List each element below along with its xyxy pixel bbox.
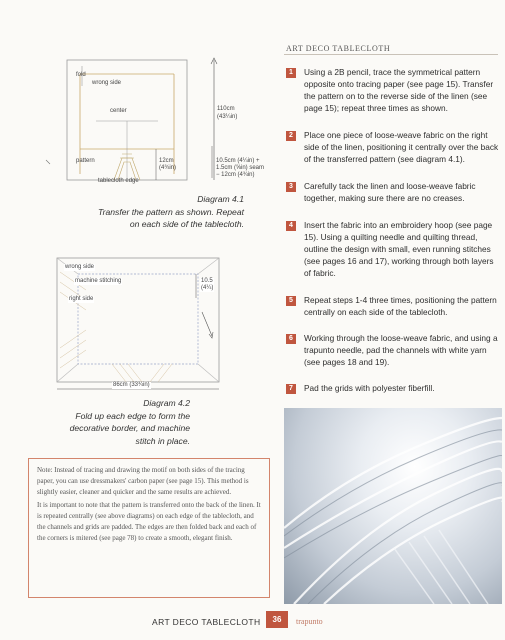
step-6 xyxy=(286,332,500,368)
caption-line: Transfer the pattern as shown. Repeat xyxy=(97,206,244,217)
caption-line: stitch in place. xyxy=(135,435,190,446)
edge-tick xyxy=(46,160,50,164)
step-number-badge: 1 xyxy=(286,68,296,78)
caption-line: Fold up each edge to form the xyxy=(75,410,190,421)
note-paragraph: Note: Instead of tracing and drawing the motif on both sides of the tracing paper, you can use dressmakers' carbon paper (see page 15). This method is slightly easier, cleaner and quicker and the same results are achieved. xyxy=(37,466,249,496)
label-center: center xyxy=(110,108,127,114)
outer-square xyxy=(57,258,219,382)
quilted-fabric-photo xyxy=(284,408,502,604)
note-paragraph: It is important to note that the pattern is transferred onto the back of the linen. It is repeated centrally (see above diagrams) on each edge of the tablecloth, and the channels and grids are padded. The edges are then folded back and each of the corners is mitered (see page 78) to create a smooth, elegant finish. xyxy=(37,501,261,542)
label-tablecloth-edge: tablecloth edge xyxy=(98,178,139,184)
label-dim-110-in: (43¼in) xyxy=(217,114,238,120)
caption-diagram-4-1 xyxy=(64,193,244,231)
step-number-badge: 7 xyxy=(286,384,296,394)
footer-chapter-title: ART DECO TABLECLOTH xyxy=(152,617,261,627)
step-number-badge: 6 xyxy=(286,334,296,344)
section-title: ART DECO TABLECLOTH xyxy=(286,44,391,53)
step-3 xyxy=(286,180,500,204)
label-dim-minus-12: − 12cm (4¾in) xyxy=(216,172,255,178)
label-dim-10-5: 10.5cm (4¼in) + xyxy=(216,158,260,164)
art-deco-pattern xyxy=(60,272,172,382)
label-wrong-side: wrong side xyxy=(92,80,122,86)
mitered-corners xyxy=(57,258,219,382)
step-text: Insert the fabric into an embroidery hoop (see page 15). Using a quilting needle and quilting thread, outline the design with small, even running stitches (see pages 16 and 17), working through both layers of fabric. xyxy=(304,220,494,278)
step-2 xyxy=(286,129,500,165)
caption-line: on each side of the tablecloth. xyxy=(129,219,244,229)
note-box xyxy=(28,458,270,598)
step-text: Place one piece of loose-weave fabric on the right side of the linen, positioning it centrally over the back of the transferred pattern (see diagram 4.1). xyxy=(304,130,499,164)
step-number-badge: 2 xyxy=(286,131,296,141)
label-wrong-side: wrong side xyxy=(65,264,95,270)
caption-title: Diagram 4.1 xyxy=(197,194,244,204)
fabric-texture xyxy=(284,408,502,604)
step-text: Pad the grids with polyester fiberfill. xyxy=(304,383,435,393)
pointer-arrow xyxy=(202,312,212,336)
diagram-4-2-drawing xyxy=(16,252,266,400)
step-7 xyxy=(286,382,500,394)
label-pattern: pattern xyxy=(76,158,95,164)
label-fold: fold xyxy=(76,72,86,78)
caption-line: decorative border, and machine xyxy=(69,423,190,433)
footer-book-section: trapunto xyxy=(296,617,323,626)
label-dim-110: 110cm xyxy=(217,106,235,112)
caption-diagram-4-2 xyxy=(10,397,190,447)
diagram-4-1 xyxy=(16,46,266,196)
step-1 xyxy=(286,66,500,114)
label-dim-10-5-in: (4¼) xyxy=(201,285,214,291)
diagram-4-2 xyxy=(16,252,266,400)
stitch-line xyxy=(78,274,198,364)
label-dim-10-5: 10.5 xyxy=(201,278,213,284)
page-number: 36 xyxy=(266,611,288,628)
step-text: Carefully tack the linen and loose-weave fabric together, making sure there are no creases. xyxy=(304,181,476,203)
label-dim-1-5: 1.5cm (⅝in) seam xyxy=(216,165,265,171)
step-number-badge: 4 xyxy=(286,221,296,231)
label-machine-stitching: machine stitching xyxy=(75,278,122,284)
caption-title: Diagram 4.2 xyxy=(143,398,190,408)
step-text: Working through the loose-weave fabric, and using a trapunto needle, pad the channels with white yarn (see pages 18 and 19). xyxy=(304,333,498,367)
step-4 xyxy=(286,219,500,279)
step-number-badge: 5 xyxy=(286,296,296,306)
step-5 xyxy=(286,294,500,318)
title-divider xyxy=(284,54,498,55)
step-text: Repeat steps 1-4 three times, positioning the pattern centrally on each side of the tablecloth. xyxy=(304,295,497,317)
label-dim-12: 12cm xyxy=(159,158,174,164)
label-dim-12-in: (4¾in) xyxy=(159,165,177,171)
label-right-side: right side xyxy=(69,296,94,302)
label-dim-86: 86cm (33¾in) xyxy=(113,382,150,388)
step-text: Using a 2B pencil, trace the symmetrical pattern opposite onto tracing paper (see page 15). Transfer the pattern on to the reverse side of the linen (see page 15); repeat three times as shown. xyxy=(304,67,494,113)
step-number-badge: 3 xyxy=(286,182,296,192)
